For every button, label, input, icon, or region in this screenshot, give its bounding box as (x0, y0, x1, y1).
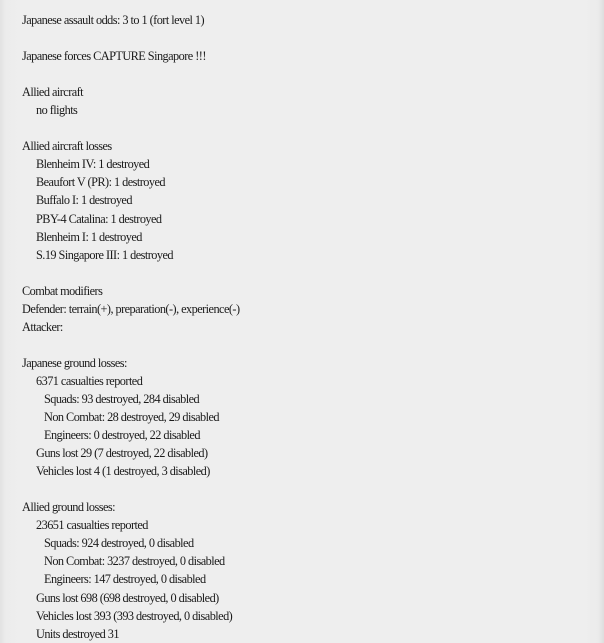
allied-aircraft-heading: Allied aircraft (22, 85, 84, 100)
allied-non-combat: Non Combat: 3237 destroyed, 0 disabled (44, 554, 225, 569)
spacer (22, 65, 592, 83)
combat-modifiers-heading: Combat modifiers (22, 283, 103, 298)
allied-engineers: Engineers: 147 destroyed, 0 disabled (44, 572, 206, 587)
japanese-engineers: Engineers: 0 destroyed, 22 disabled (44, 428, 200, 443)
aircraft-loss-item: Blenheim I: 1 destroyed (36, 229, 142, 244)
aircraft-loss-item: Buffalo I: 1 destroyed (36, 193, 132, 208)
allied-casualties: 23651 casualties reported (36, 518, 148, 533)
aircraft-loss-item: Blenheim IV: 1 destroyed (36, 157, 150, 172)
assault-odds-text: Japanese assault odds: 3 to 1 (fort level 1) (22, 13, 205, 27)
allied-aircraft-losses-heading: Allied aircraft losses (22, 139, 112, 154)
spacer (22, 29, 592, 47)
combat-report (22, 11, 592, 643)
japanese-casualties: 6371 casualties reported (36, 373, 143, 388)
spacer (22, 336, 592, 354)
capture-message: Japanese forces CAPTURE Singapore !!! (22, 49, 206, 64)
japanese-vehicles-lost: Vehicles lost 4 (1 destroyed, 3 disabled) (36, 464, 210, 479)
allied-units-destroyed: Units destroyed 31 (36, 626, 119, 641)
allied-ground-losses-heading: Allied ground losses: (22, 500, 115, 515)
spacer (22, 119, 592, 137)
aircraft-loss-item: Beaufort V (PR): 1 destroyed (36, 175, 165, 190)
aircraft-loss-item: PBY-4 Catalina: 1 destroyed (36, 211, 162, 226)
japanese-guns-lost: Guns lost 29 (7 destroyed, 22 disabled) (36, 446, 208, 461)
spacer (22, 264, 592, 282)
defender-modifiers: Defender: terrain(+), preparation(-), experience(-) (22, 301, 240, 316)
allied-vehicles-lost: Vehicles lost 393 (393 destroyed, 0 disabled) (36, 608, 233, 623)
japanese-squads: Squads: 93 destroyed, 284 disabled (44, 391, 200, 406)
aircraft-loss-item: S.19 Singapore III: 1 destroyed (36, 247, 173, 262)
allied-guns-lost: Guns lost 698 (698 destroyed, 0 disabled) (36, 590, 219, 605)
spacer (22, 480, 592, 498)
japanese-ground-losses-heading: Japanese ground losses: (22, 355, 127, 370)
japanese-non-combat: Non Combat: 28 destroyed, 29 disabled (44, 410, 220, 425)
attacker-modifiers: Attacker: (22, 319, 63, 334)
allied-aircraft-flights: no flights (36, 103, 78, 118)
allied-squads: Squads: 924 destroyed, 0 disabled (44, 536, 194, 551)
